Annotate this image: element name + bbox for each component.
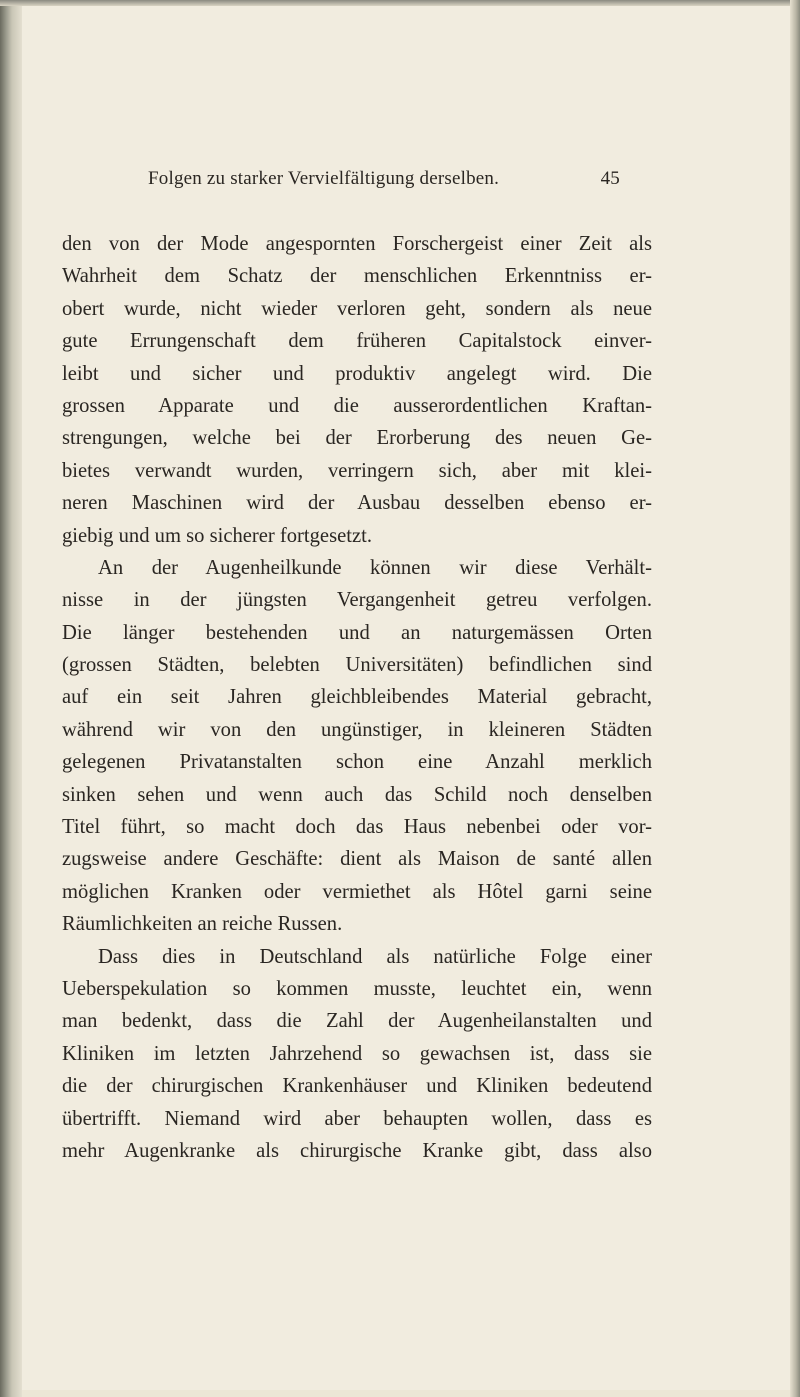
text-line: Kliniken im letzten Jahrzehend so gewachsen ist, dass sie: [62, 1042, 652, 1065]
text-line: auf ein seit Jahren gleichbleibendes Material gebracht,: [62, 686, 652, 709]
text-line: gelegenen Privatanstalten schon eine Anzahl merklich: [62, 751, 652, 774]
text-line: man bedenkt, dass die Zahl der Augenheilanstalten und: [62, 1010, 652, 1033]
page-right-edge: [790, 0, 800, 1397]
text-line: leibt und sicher und produktiv angelegt wird. Die: [62, 362, 652, 385]
text-line: Wahrheit dem Schatz der menschlichen Erkenntniss er-: [62, 265, 652, 288]
text-line: nisse in der jüngsten Vergangenheit getreu verfolgen.: [62, 589, 652, 612]
text-line: die der chirurgischen Krankenhäuser und Kliniken bedeutend: [62, 1075, 652, 1098]
binding-shadow: [0, 0, 22, 1397]
text-line: den von der Mode angespornten Forschergeist einer Zeit als: [62, 233, 652, 255]
text-line: übertrifft. Niemand wird aber behaupten wollen, dass es: [62, 1107, 652, 1130]
text-line: grossen Apparate und die ausserordentlichen Kraftan-: [62, 394, 652, 417]
text-line: während wir von den ungünstiger, in kleineren Städten: [62, 718, 652, 741]
text-line: Dass dies in Deutschland als natürliche Folge einer: [98, 945, 652, 968]
page-header: [148, 168, 620, 198]
text-line: gute Errungenschaft dem früheren Capitalstock einver-: [62, 330, 652, 353]
page-top-edge: [0, 0, 800, 6]
text-line: zugsweise andere Geschäfte: dient als Maison de santé allen: [62, 848, 652, 871]
running-title: Folgen zu starker Vervielfältigung derselben.: [148, 168, 500, 189]
text-line: Die länger bestehenden und an naturgemässen Orten: [62, 621, 652, 644]
text-line: Räumlichkeiten an reiche Russen.: [62, 913, 343, 936]
text-line: giebig und um so sicherer fortgesetzt.: [62, 524, 372, 547]
text-line: Ueberspekulation so kommen musste, leuchtet ein, wenn: [62, 977, 652, 1000]
text-line: mehr Augenkranke als chirurgische Kranke gibt, dass also: [62, 1139, 652, 1162]
text-line: An der Augenheilkunde können wir diese Verhält-: [98, 556, 652, 579]
text-line: möglichen Kranken oder vermiethet als Hôtel garni seine: [62, 880, 652, 903]
text-line: sinken sehen und wenn auch das Schild noch denselben: [62, 783, 652, 806]
text-line: bietes verwandt wurden, verringern sich, aber mit klei-: [62, 459, 652, 482]
text-line: Titel führt, so macht doch das Haus nebenbei oder vor-: [62, 816, 652, 839]
text-line: obert wurde, nicht wieder verloren geht, sondern als neue: [62, 297, 652, 320]
text-line: (grossen Städten, belebten Universitäten) befindlichen sind: [62, 654, 652, 677]
page-number: 45: [600, 168, 620, 189]
body-text: [62, 228, 652, 1167]
text-line: neren Maschinen wird der Ausbau desselben ebenso er-: [62, 492, 652, 515]
text-line: strengungen, welche bei der Erorberung des neuen Ge-: [62, 427, 652, 450]
